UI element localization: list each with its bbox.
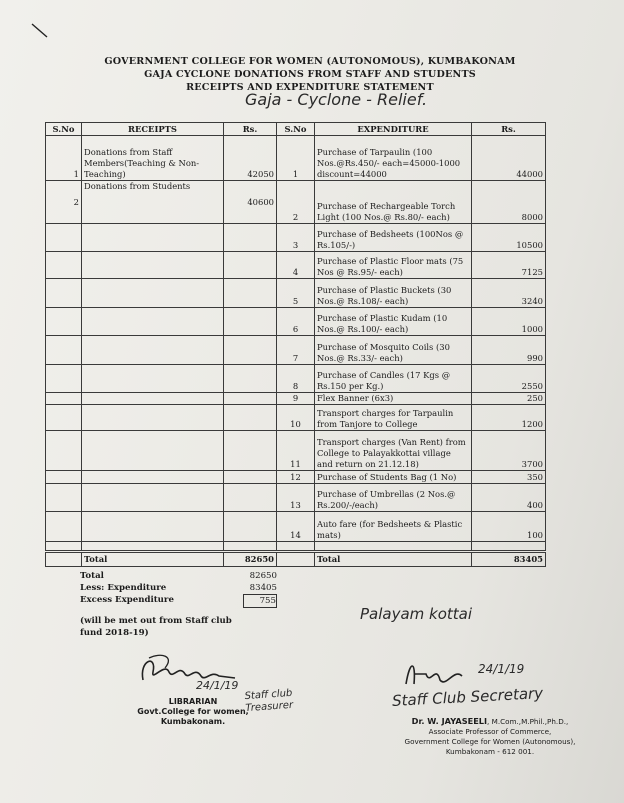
handwritten-treasurer: Staff club Treasurer bbox=[244, 687, 294, 715]
expense-desc: Purchase of Bedsheets (100Nos @ Rs.105/-) bbox=[315, 224, 472, 252]
receipt-desc: Donations from Staff Members(Teaching & Non-Teaching) bbox=[82, 136, 224, 181]
table-header-row bbox=[46, 123, 546, 136]
receipts-total-label: Total bbox=[82, 552, 224, 567]
expense-sno: 12 bbox=[277, 471, 315, 484]
expense-sno: 9 bbox=[277, 393, 315, 405]
summary-less-value: 83405 bbox=[243, 582, 277, 595]
expense-desc: Auto fare (for Bedsheets & Plastic mats) bbox=[315, 512, 472, 542]
expense-desc: Purchase of Plastic Buckets (30 Nos.@ Rs.108/- each) bbox=[315, 279, 472, 308]
expense-desc: Purchase of Plastic Kudam (10 Nos.@ Rs.100/- each) bbox=[315, 308, 472, 336]
expense-amount: 2550 bbox=[472, 365, 546, 393]
table-row bbox=[46, 365, 546, 393]
expense-desc: Flex Banner (6x3) bbox=[315, 393, 472, 405]
secretary-signature bbox=[400, 656, 480, 690]
expense-amount: 100 bbox=[472, 512, 546, 542]
col-header-expenditure: EXPENDITURE bbox=[315, 123, 472, 136]
table-row bbox=[46, 431, 546, 471]
table-row bbox=[46, 252, 546, 279]
expense-sno: 5 bbox=[277, 279, 315, 308]
expenditure-total-label: Total bbox=[315, 552, 472, 567]
table-row bbox=[46, 405, 546, 431]
expense-sno: 8 bbox=[277, 365, 315, 393]
expense-amount: 400 bbox=[472, 484, 546, 512]
expense-amount: 44000 bbox=[472, 136, 546, 181]
receipt-amount: 42050 bbox=[224, 136, 277, 181]
table-row bbox=[46, 512, 546, 542]
expense-desc: Purchase of Candles (17 Kgs @ Rs.150 per Kg.) bbox=[315, 365, 472, 393]
col-header-receipts: RECEIPTS bbox=[82, 123, 224, 136]
col-header-rs: Rs. bbox=[224, 123, 277, 136]
expense-sno: 1 bbox=[277, 136, 315, 181]
col-header-rs: Rs. bbox=[472, 123, 546, 136]
expense-amount: 3240 bbox=[472, 279, 546, 308]
header-line-1: GOVERNMENT COLLEGE FOR WOMEN (AUTONOMOUS), KUMBAKONAM bbox=[104, 56, 516, 67]
summary-less-label: Less: Expenditure bbox=[80, 583, 167, 593]
expense-desc: Purchase of Students Bag (1 No) bbox=[315, 471, 472, 484]
expense-sno: 4 bbox=[277, 252, 315, 279]
expense-amount: 10500 bbox=[472, 224, 546, 252]
expense-amount: 990 bbox=[472, 336, 546, 365]
expense-desc: Transport charges for Tarpaulin from Tanjore to College bbox=[315, 405, 472, 431]
expense-amount: 3700 bbox=[472, 431, 546, 471]
receipt-amount: 40600 bbox=[224, 181, 277, 224]
expense-sno: 7 bbox=[277, 336, 315, 365]
handwritten-place: Palayam kottai bbox=[360, 605, 473, 623]
expense-desc: Purchase of Tarpaulin (100 Nos.@Rs.450/- each=45000-1000 discount=44000 bbox=[315, 136, 472, 181]
librarian-stamp bbox=[128, 697, 258, 727]
summary-total-label: Total bbox=[80, 571, 104, 581]
table-row bbox=[46, 181, 546, 224]
expense-amount: 1000 bbox=[472, 308, 546, 336]
receipt-sno: 1 bbox=[46, 136, 82, 181]
col-header-sno: S.No bbox=[46, 123, 82, 136]
summary-note: (will be met out from Staff club fund 2018-19) bbox=[80, 616, 232, 638]
secretary-name: Dr. W. JAYASEELI bbox=[411, 716, 488, 726]
secretary-qualification: , M.Com.,M.Phil.,Ph.D., bbox=[487, 717, 569, 726]
librarian-title: LIBRARIAN bbox=[168, 697, 218, 706]
secretary-line2: Associate Professor of Commerce, bbox=[428, 727, 552, 736]
handwritten-secretary: Staff Club Secretary bbox=[391, 684, 544, 710]
receipts-expenditure-table bbox=[45, 122, 546, 567]
table-row bbox=[46, 136, 546, 181]
expense-sno: 14 bbox=[277, 512, 315, 542]
expense-sno: 3 bbox=[277, 224, 315, 252]
handwritten-title-note: Gaja - Cyclone - Relief. bbox=[245, 90, 428, 109]
header-line-2: GAJA CYCLONE DONATIONS FROM STAFF AND STUDENTS bbox=[144, 69, 476, 80]
table-row bbox=[46, 279, 546, 308]
totals-row bbox=[46, 552, 546, 567]
librarian-line2: Govt.College for women, bbox=[137, 707, 249, 716]
expense-desc: Purchase of Rechargeable Torch Light (100 Nos.@ Rs.80/- each) bbox=[315, 181, 472, 224]
handwritten-date-left: 24/1/19 bbox=[196, 679, 239, 692]
expense-sno: 13 bbox=[277, 484, 315, 512]
summary-total-value: 82650 bbox=[249, 571, 277, 581]
expense-desc: Purchase of Umbrellas (2 Nos.@ Rs.200/-/each) bbox=[315, 484, 472, 512]
table-row bbox=[46, 336, 546, 365]
summary-excess-value: 755 bbox=[243, 595, 277, 608]
header-line-3: RECEIPTS AND EXPENDITURE STATEMENT bbox=[186, 82, 434, 93]
expense-sno: 11 bbox=[277, 431, 315, 471]
receipt-desc: Donations from Students bbox=[82, 181, 224, 224]
expense-sno: 2 bbox=[277, 181, 315, 224]
expense-desc: Purchase of Plastic Floor mats (75 Nos @ Rs.95/- each) bbox=[315, 252, 472, 279]
receipt-sno: 2 bbox=[46, 181, 82, 224]
table-row bbox=[46, 308, 546, 336]
expense-amount: 8000 bbox=[472, 181, 546, 224]
table-row bbox=[46, 484, 546, 512]
table-row bbox=[46, 471, 546, 484]
expense-desc: Purchase of Mosquito Coils (30 Nos.@ Rs.33/- each) bbox=[315, 336, 472, 365]
expense-desc: Transport charges (Van Rent) from College to Palayakkottai village and return on 21.12.18) bbox=[315, 431, 472, 471]
secretary-line4: Kumbakonam - 612 001. bbox=[445, 747, 535, 756]
summary-values bbox=[243, 570, 277, 608]
secretary-stamp bbox=[395, 716, 585, 757]
librarian-line3: Kumbakonam. bbox=[160, 717, 226, 726]
expenditure-total-value: 83405 bbox=[472, 552, 546, 567]
receipts-total-value: 82650 bbox=[224, 552, 277, 567]
summary-labels bbox=[80, 570, 174, 606]
expense-amount: 7125 bbox=[472, 252, 546, 279]
table-row bbox=[46, 224, 546, 252]
handwritten-date-right: 24/1/19 bbox=[478, 662, 525, 676]
expense-sno: 10 bbox=[277, 405, 315, 431]
expense-sno: 6 bbox=[277, 308, 315, 336]
col-header-sno: S.No bbox=[277, 123, 315, 136]
expense-amount: 250 bbox=[472, 393, 546, 405]
pen-stroke-mark bbox=[30, 22, 50, 40]
expense-amount: 1200 bbox=[472, 405, 546, 431]
expense-amount: 350 bbox=[472, 471, 546, 484]
secretary-line3: Government College for Women (Autonomous), bbox=[404, 737, 576, 746]
summary-excess-label: Excess Expenditure bbox=[80, 595, 174, 605]
table-row bbox=[46, 393, 546, 405]
